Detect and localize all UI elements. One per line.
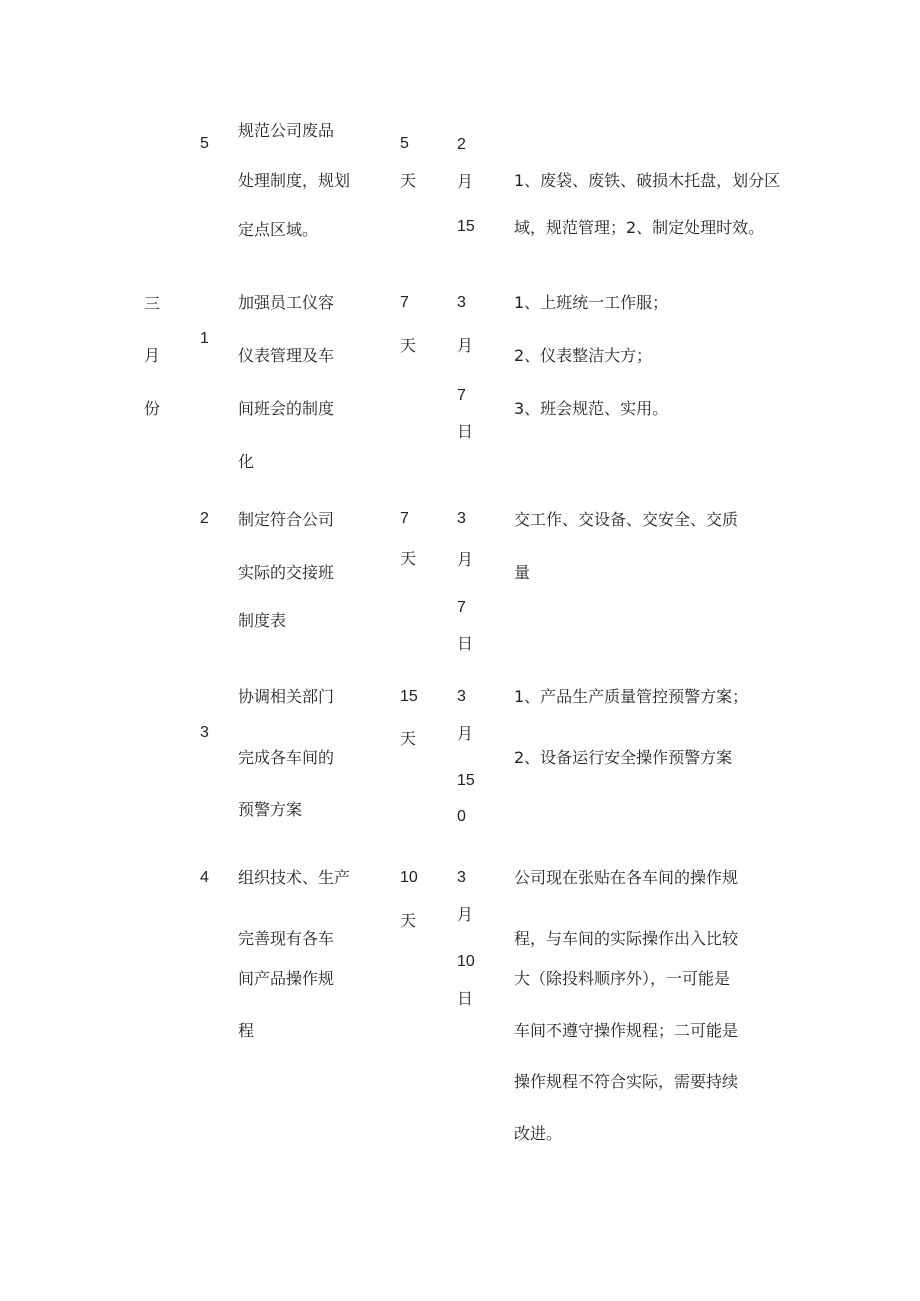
row-number: 3 [200,724,209,741]
task-line: 加强员工仪容 [238,293,335,312]
month-label-char: 月 [144,346,161,365]
task-line: 组织技术、生产 [238,868,351,887]
deadline-part: 0 [457,808,466,825]
duration-value: 15 [400,688,418,705]
deadline-part: 月 [457,550,474,569]
detail-line: 大（除投料顺序外），一可能是 [514,969,731,988]
row-number: 5 [200,135,209,152]
detail-line: 交工作、交设备、交安全、交质 [514,510,739,529]
duration-unit: 天 [400,729,417,748]
task-line: 制度表 [238,611,287,630]
deadline-part: 月 [457,724,474,743]
task-line: 预警方案 [238,800,303,819]
task-line: 程 [238,1021,255,1040]
detail-line: 1、上班统一工作服； [514,293,669,312]
task-line: 制定符合公司 [238,510,335,529]
task-line: 实际的交接班 [238,563,335,582]
deadline-part: 日 [457,422,474,441]
task-line: 间班会的制度 [238,399,335,418]
detail-line: 程，与车间的实际操作出入比较 [514,929,739,948]
deadline-part: 15 [457,772,475,789]
row-number: 1 [200,330,209,347]
month-label-char: 份 [144,399,161,418]
detail-line: 3、班会规范、实用。 [514,399,669,418]
deadline-part: 日 [457,989,474,1008]
row-number: 4 [200,869,209,886]
detail-line: 2、设备运行安全操作预警方案 [514,748,733,767]
detail-line: 域，规范管理；2、制定处理时效。 [514,218,765,237]
duration-unit: 天 [400,549,417,568]
deadline-part: 2 [457,136,466,153]
deadline-part: 3 [457,294,466,311]
task-line: 完善现有各车 [238,929,335,948]
month-label-char: 三 [144,294,161,313]
deadline-part: 3 [457,688,466,705]
deadline-part: 月 [457,905,474,924]
duration-value: 5 [400,135,409,152]
detail-line: 改进。 [514,1124,563,1143]
task-line: 化 [238,452,255,471]
duration-unit: 天 [400,336,417,355]
task-line: 协调相关部门 [238,687,335,706]
deadline-part: 月 [457,336,474,355]
deadline-part: 10 [457,953,475,970]
task-line: 处理制度，规划 [238,171,351,190]
task-line: 完成各车间的 [238,748,335,767]
detail-line: 1、废袋、废铁、破损木托盘，划分区 [514,171,781,190]
detail-line: 2、仪表整洁大方； [514,346,653,365]
detail-line: 操作规程不符合实际，需要持续 [514,1072,739,1091]
detail-line: 1、产品生产质量管控预警方案； [514,687,749,706]
detail-line: 车间不遵守操作规程；二可能是 [514,1021,739,1040]
task-line: 定点区域。 [238,220,319,239]
duration-unit: 天 [400,911,417,930]
task-line: 间产品操作规 [238,969,335,988]
detail-line: 量 [514,563,531,582]
deadline-part: 15 [457,218,475,235]
deadline-part: 7 [457,599,466,616]
row-number: 2 [200,510,209,527]
deadline-part: 日 [457,634,474,653]
deadline-part: 月 [457,172,474,191]
deadline-part: 7 [457,387,466,404]
task-line: 仪表管理及车 [238,346,335,365]
duration-value: 7 [400,294,409,311]
deadline-part: 3 [457,510,466,527]
detail-line: 公司现在张贴在各车间的操作规 [514,868,739,887]
duration-value: 10 [400,869,418,886]
task-line: 规范公司废品 [238,121,335,140]
duration-unit: 天 [400,171,417,190]
deadline-part: 3 [457,869,466,886]
duration-value: 7 [400,510,409,527]
